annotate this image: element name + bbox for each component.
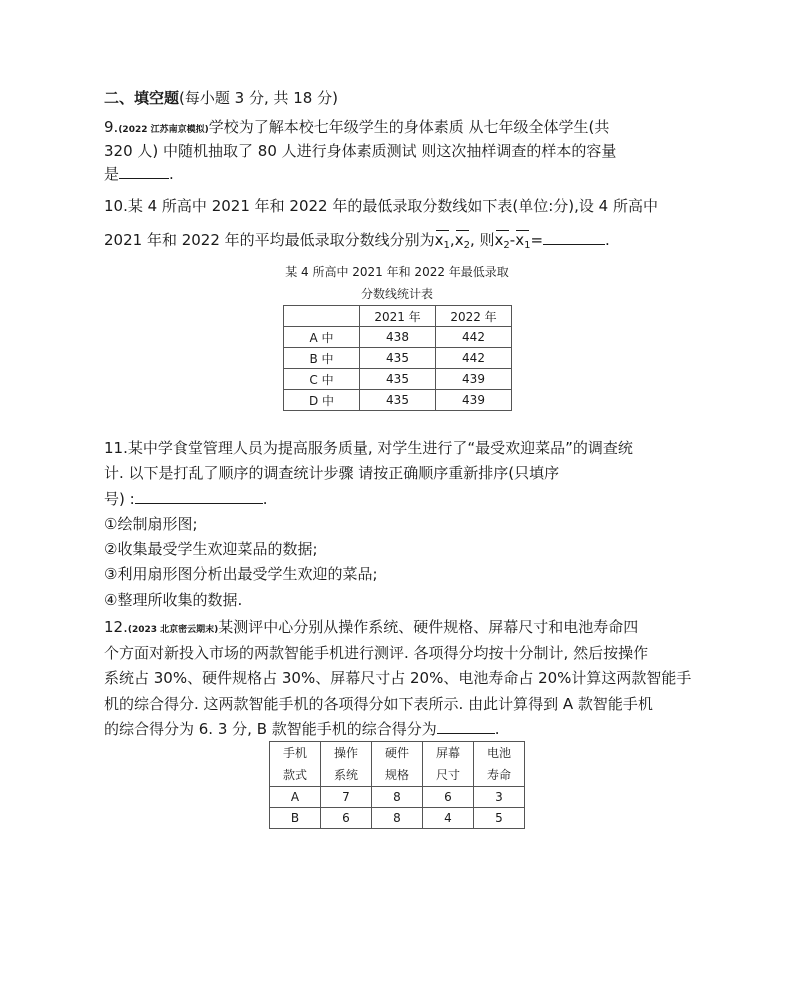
table-cell: 435 [360, 369, 436, 390]
q12-source-tag: (2023 北京密云期末) [127, 625, 219, 635]
table-header-cell: 2022 年 [436, 306, 512, 327]
table-cell: 435 [360, 390, 436, 411]
q11-line1: 11.某中学食堂管理人员为提高服务质量, 对学生进行了“最受欢迎菜品”的调查统 [104, 439, 633, 457]
table-cell: A [270, 787, 321, 808]
x1-symbol: $x_1$ [435, 230, 450, 256]
q9-answer-blank[interactable] [119, 164, 169, 179]
q12-line3: 系统占 30%、硬件规格占 30%、屏幕尺寸占 20%、电池寿命占 20%计算这两款智能手 [104, 669, 692, 687]
table-cell: 442 [436, 327, 512, 348]
table-row [284, 390, 512, 411]
q12-text1: 某测评中心分别从操作系统、硬件规格、屏幕尺寸和电池寿命四 [218, 618, 639, 636]
x2-symbol-b: $x_2$ [495, 230, 510, 256]
table-row [270, 808, 525, 829]
q9-line3-pre: 是 [104, 165, 120, 183]
table-cell: 439 [436, 369, 512, 390]
q11-line3-pre: 号) : [104, 490, 135, 508]
q10-comma: , [449, 231, 455, 249]
q12-number: 12. [104, 618, 128, 636]
table-cell: 5 [474, 808, 525, 829]
q10-line2 [104, 230, 610, 256]
q12-line5-pre: 的综合得分为 6. 3 分, B 款智能手机的综合得分为 [104, 720, 437, 738]
table-header-cell: 屏幕 尺寸 [423, 742, 474, 787]
q12-line5-post: . [494, 720, 500, 738]
q10-line1: 10.某 4 所高中 2021 年和 2022 年的最低录取分数线如下表(单位:分),设 4 所高中 [104, 197, 658, 215]
q11-line3-post: . [262, 490, 268, 508]
section-heading [104, 88, 338, 108]
table-cell: 7 [321, 787, 372, 808]
table-cell: 8 [372, 787, 423, 808]
q9-line2: 320 人) 中随机抽取了 80 人进行身体素质测试 则这次抽样调查的样本的容量 [104, 142, 617, 160]
q10-answer-blank[interactable] [543, 230, 605, 245]
q11-option-3: ③利用扇形图分析出最受学生欢迎的菜品; [104, 565, 378, 583]
q11-line2: 计. 以下是打乱了顺序的调查统计步骤 请按正确顺序重新排序(只填序 [104, 464, 560, 482]
table-cell: 8 [372, 808, 423, 829]
table-cell: 439 [436, 390, 512, 411]
score-table [283, 305, 512, 411]
q10-minus: - [509, 231, 516, 249]
table-cell: 442 [436, 348, 512, 369]
table-header-cell: 2021 年 [360, 306, 436, 327]
q11-answer-blank[interactable] [135, 489, 263, 504]
q11-line3 [104, 489, 267, 509]
q10-equals: = [530, 231, 544, 249]
table-row [284, 348, 512, 369]
q11-option-2: ②收集最受学生欢迎菜品的数据; [104, 540, 318, 558]
table1-caption-line1: 某 4 所高中 2021 年和 2022 年最低录取 [285, 265, 509, 279]
q11-option-1: ①绘制扇形图; [104, 515, 198, 533]
table-cell: B [270, 808, 321, 829]
q12-line1 [104, 617, 638, 640]
q11-option-4: ④整理所收集的数据. [104, 591, 243, 609]
table-row [270, 787, 525, 808]
table-row [284, 327, 512, 348]
x2-symbol: $x_2$ [455, 230, 470, 256]
table-cell: 435 [360, 348, 436, 369]
table-cell: 438 [360, 327, 436, 348]
q10-end: . [605, 231, 610, 249]
table-cell: 4 [423, 808, 474, 829]
table-header-cell: 电池 寿命 [474, 742, 525, 787]
section-note: (每小题 3 分, 共 18 分) [179, 89, 338, 107]
table-header-cell: 操作 系统 [321, 742, 372, 787]
table-header-cell: 手机 款式 [270, 742, 321, 787]
q10-line2-pre: 2021 年和 2022 年的平均最低录取分数线分别为 [104, 231, 435, 249]
table-cell: 3 [474, 787, 525, 808]
q12-answer-blank[interactable] [437, 719, 495, 734]
q9-text1: 学校为了解本校七年级学生的身体素质 从七年级全体学生(共 [208, 118, 610, 136]
table-header-cell: 硬件 规格 [372, 742, 423, 787]
section-title: 二、填空题 [104, 89, 180, 107]
table-cell: C 中 [284, 369, 360, 390]
table-cell: A 中 [284, 327, 360, 348]
table-cell: D 中 [284, 390, 360, 411]
table-cell: 6 [321, 808, 372, 829]
q9-line3-post: . [169, 165, 174, 183]
table1-caption-line2: 分数线统计表 [360, 287, 433, 301]
table-cell: B 中 [284, 348, 360, 369]
q9-number: 9. [104, 118, 119, 136]
q9-line1 [104, 117, 609, 140]
q9-source-tag: (2022 江苏南京模拟) [118, 125, 209, 135]
q12-line2: 个方面对新投入市场的两款智能手机进行测评. 各项得分均按十分制计, 然后按操作 [104, 644, 649, 662]
table-row [284, 369, 512, 390]
q10-then: , 则 [469, 231, 495, 249]
q12-line5 [104, 719, 500, 739]
q12-line4: 机的综合得分. 这两款智能手机的各项得分如下表所示. 由此计算得到 A 款智能手机 [104, 695, 653, 713]
q9-line3 [104, 164, 174, 184]
phone-score-table [269, 741, 525, 829]
table-cell: 6 [423, 787, 474, 808]
table-header-row [284, 306, 512, 327]
table-header-row [270, 742, 525, 787]
x1-symbol-b: $x_1$ [515, 230, 530, 256]
table-header-cell [284, 306, 360, 327]
